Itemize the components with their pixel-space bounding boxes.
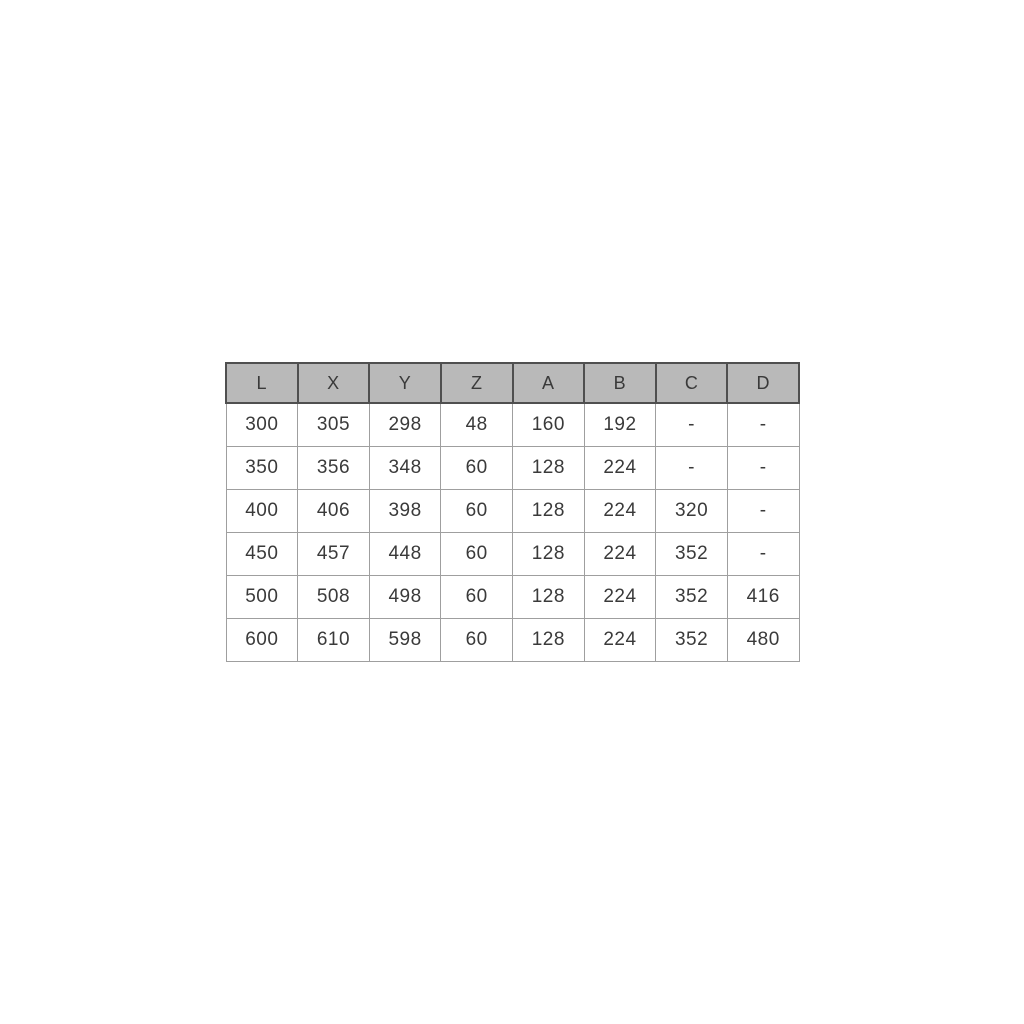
- table-cell: 192: [584, 403, 656, 446]
- table-cell: 224: [584, 618, 656, 661]
- table-cell: -: [656, 446, 728, 489]
- column-header-a: A: [513, 363, 585, 403]
- table-cell: 400: [226, 489, 298, 532]
- table-cell: 448: [369, 532, 441, 575]
- table-cell: 128: [513, 575, 585, 618]
- table-cell: 416: [727, 575, 799, 618]
- table-row: [226, 575, 799, 618]
- table-cell: 60: [441, 575, 513, 618]
- table-cell: 356: [298, 446, 370, 489]
- column-header-z: Z: [441, 363, 513, 403]
- table-cell: 60: [441, 489, 513, 532]
- table-cell: 298: [369, 403, 441, 446]
- table-header-row: [226, 363, 799, 403]
- table-cell: 60: [441, 446, 513, 489]
- table-row: [226, 403, 799, 446]
- table-cell: -: [727, 403, 799, 446]
- table-body: [226, 403, 799, 661]
- table-cell: 60: [441, 618, 513, 661]
- table-cell: -: [727, 446, 799, 489]
- table-cell: 352: [656, 575, 728, 618]
- column-header-c: C: [656, 363, 728, 403]
- table-cell: 598: [369, 618, 441, 661]
- table-cell: 128: [513, 532, 585, 575]
- table-cell: 450: [226, 532, 298, 575]
- column-header-l: L: [226, 363, 298, 403]
- table-row: [226, 532, 799, 575]
- table-cell: 224: [584, 489, 656, 532]
- table-cell: 320: [656, 489, 728, 532]
- column-header-y: Y: [369, 363, 441, 403]
- table-cell: -: [727, 532, 799, 575]
- table-cell: 498: [369, 575, 441, 618]
- dimensions-table: [225, 362, 800, 662]
- table-cell: 610: [298, 618, 370, 661]
- table-cell: -: [727, 489, 799, 532]
- table-cell: 600: [226, 618, 298, 661]
- table-cell: 406: [298, 489, 370, 532]
- table-cell: 60: [441, 532, 513, 575]
- table-row: [226, 618, 799, 661]
- column-header-x: X: [298, 363, 370, 403]
- table-cell: 480: [727, 618, 799, 661]
- table-cell: 128: [513, 618, 585, 661]
- table-cell: 128: [513, 489, 585, 532]
- table-cell: 160: [513, 403, 585, 446]
- table-cell: 348: [369, 446, 441, 489]
- table-row: [226, 446, 799, 489]
- table-cell: 224: [584, 446, 656, 489]
- table-cell: -: [656, 403, 728, 446]
- table-cell: 500: [226, 575, 298, 618]
- table-cell: 508: [298, 575, 370, 618]
- column-header-d: D: [727, 363, 799, 403]
- table-cell: 305: [298, 403, 370, 446]
- table-cell: 300: [226, 403, 298, 446]
- table-header: [226, 363, 799, 403]
- table-row: [226, 489, 799, 532]
- table-cell: 457: [298, 532, 370, 575]
- table-cell: 128: [513, 446, 585, 489]
- column-header-b: B: [584, 363, 656, 403]
- table-cell: 350: [226, 446, 298, 489]
- table-cell: 352: [656, 532, 728, 575]
- table-cell: 352: [656, 618, 728, 661]
- table-cell: 48: [441, 403, 513, 446]
- table-cell: 224: [584, 575, 656, 618]
- table-cell: 224: [584, 532, 656, 575]
- table-cell: 398: [369, 489, 441, 532]
